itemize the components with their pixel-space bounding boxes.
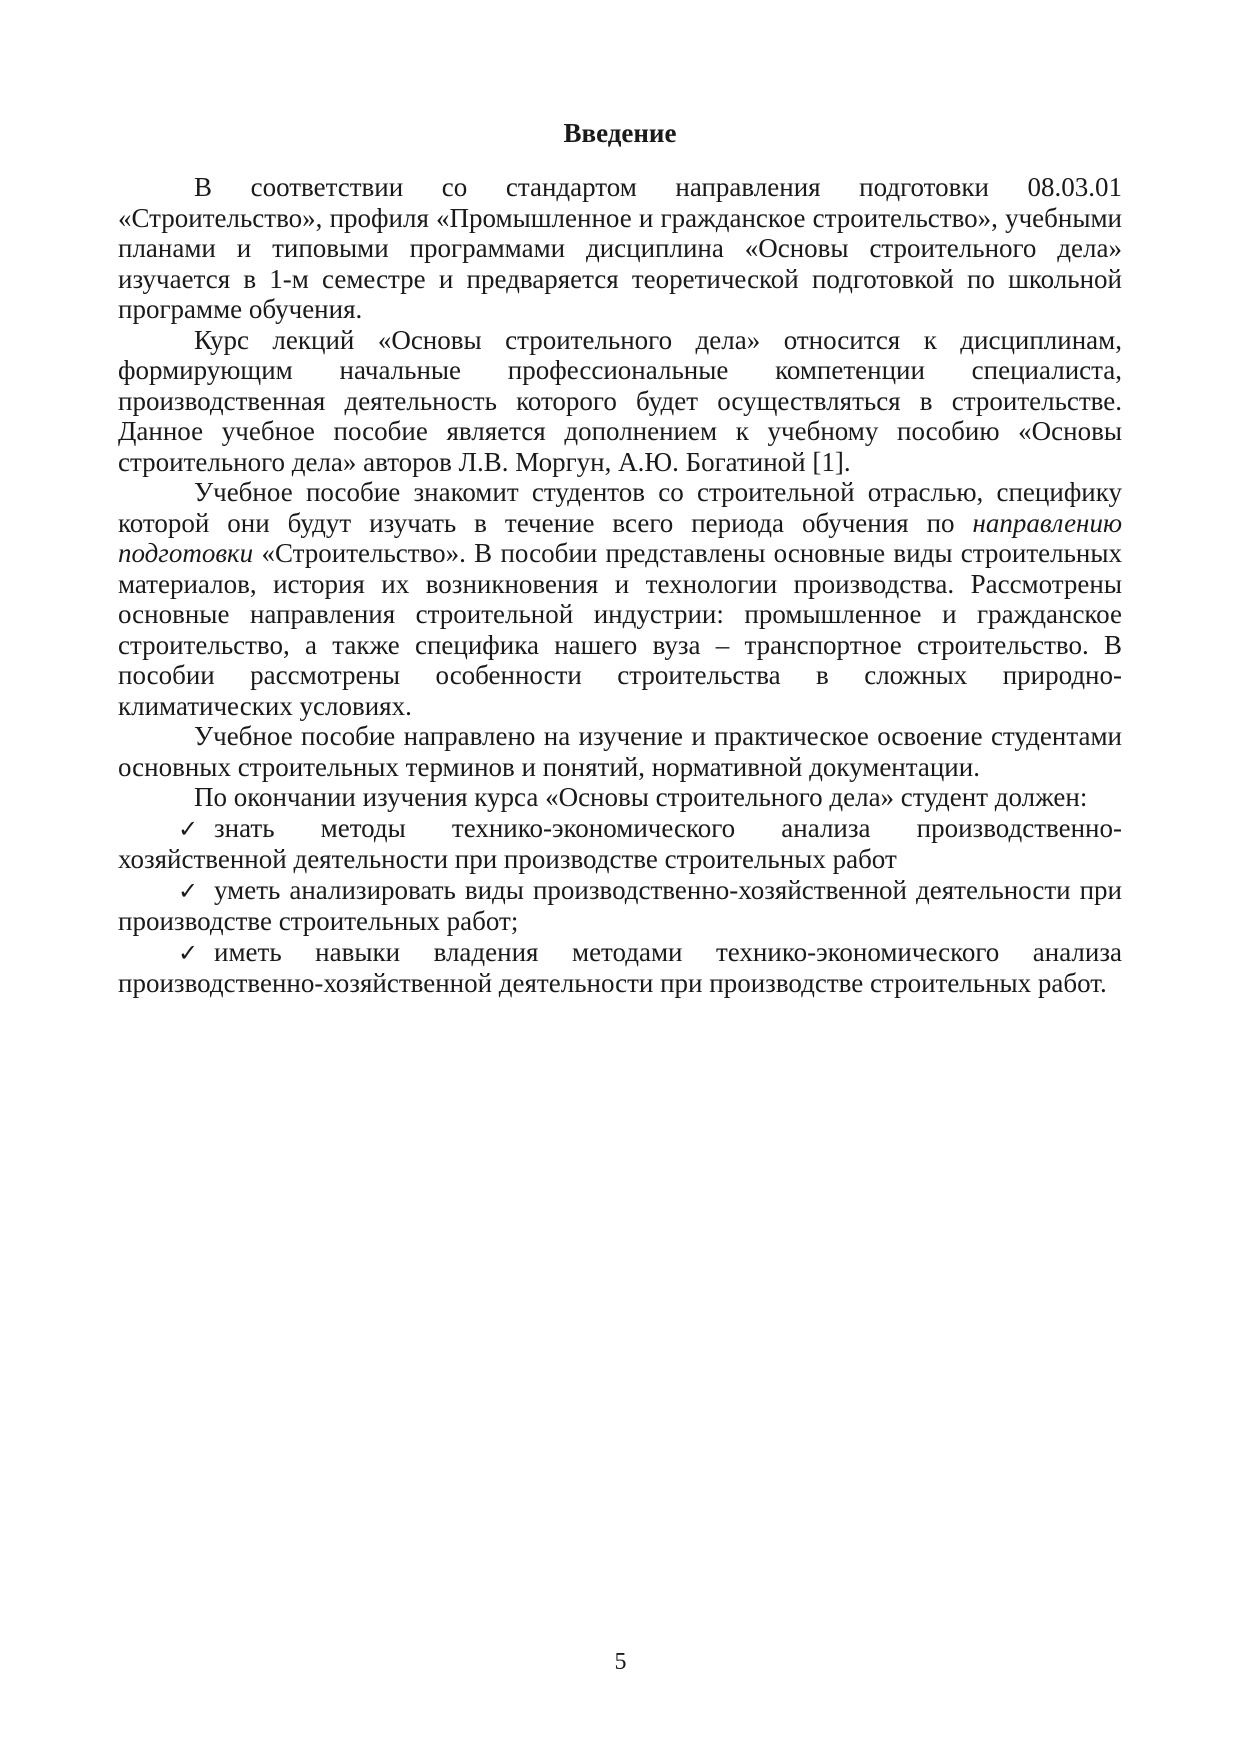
list-item-text: иметь навыки владения методами технико-экономического анализа производственно-хозяйственной деятельности при производстве строительных работ. — [118, 936, 1122, 998]
paragraph-5: По окончании изучения курса «Основы строительного дела» студент должен: — [194, 782, 1088, 812]
list-item-text: знать методы технико-экономического анализа производственно-хозяйственной деятельности при производстве строительных работ — [118, 812, 1122, 874]
list-item — [118, 875, 1122, 937]
list-item-text: уметь анализировать виды производственно-хозяйственной деятельности при производстве строительных работ; — [118, 874, 1122, 936]
checkmark-icon: ✓ — [178, 876, 199, 905]
paragraph-2: Курс лекций «Основы строительного дела» относится к дисциплинам, формирующим начальные профессиональные компетенции специалиста, производственная деятельность которого будет осуществляться в строительстве. Данное учебное пособие является дополнением к учебному пособию «Основы строительного дела» авторов Л.В. Моргун, А.Ю. Богатиной [1]. — [118, 324, 1122, 477]
paragraph-3-text-after: «Строительство». В пособии представлены основные виды строительных материалов, история их возникновения и технологии производства. Рассмотрены основные направления строительной индустрии: промышленное и гражданское строительство, а также специфика нашего вуза – транспортное строительство. В пособии рассмотрены особенности строительства в сложных природно-климатических условиях. — [118, 538, 1122, 721]
paragraph-3-italic: направлению подготовки — [118, 507, 1122, 568]
paragraph-1: В соответствии со стандартом направления подготовки 08.03.01 «Строительство», профиля «Промышленное и гражданское строительство», учебными планами и типовыми программами дисциплина «Основы строительного дела» изучается в 1-м семестре и предваряется теоретической подготовкой по школьной программе обучения. — [118, 172, 1122, 324]
page-number: 5 — [614, 1649, 627, 1675]
list-item — [118, 813, 1122, 875]
checkmark-icon: ✓ — [178, 938, 199, 967]
paragraph-3 — [118, 477, 1122, 721]
checkmark-icon: ✓ — [178, 814, 199, 843]
page-content — [118, 118, 1122, 999]
list-item — [118, 937, 1122, 999]
section-title: Введение — [563, 118, 677, 148]
paragraph-3-text-before: Учебное пособие знакомит студентов со строительной отраслью, специфику которой они будут изучать в течение всего периода обучения по — [118, 477, 1122, 538]
paragraph-4: Учебное пособие направлено на изучение и практическое освоение студентами основных строительных терминов и понятий, нормативной документации. — [118, 721, 1122, 782]
